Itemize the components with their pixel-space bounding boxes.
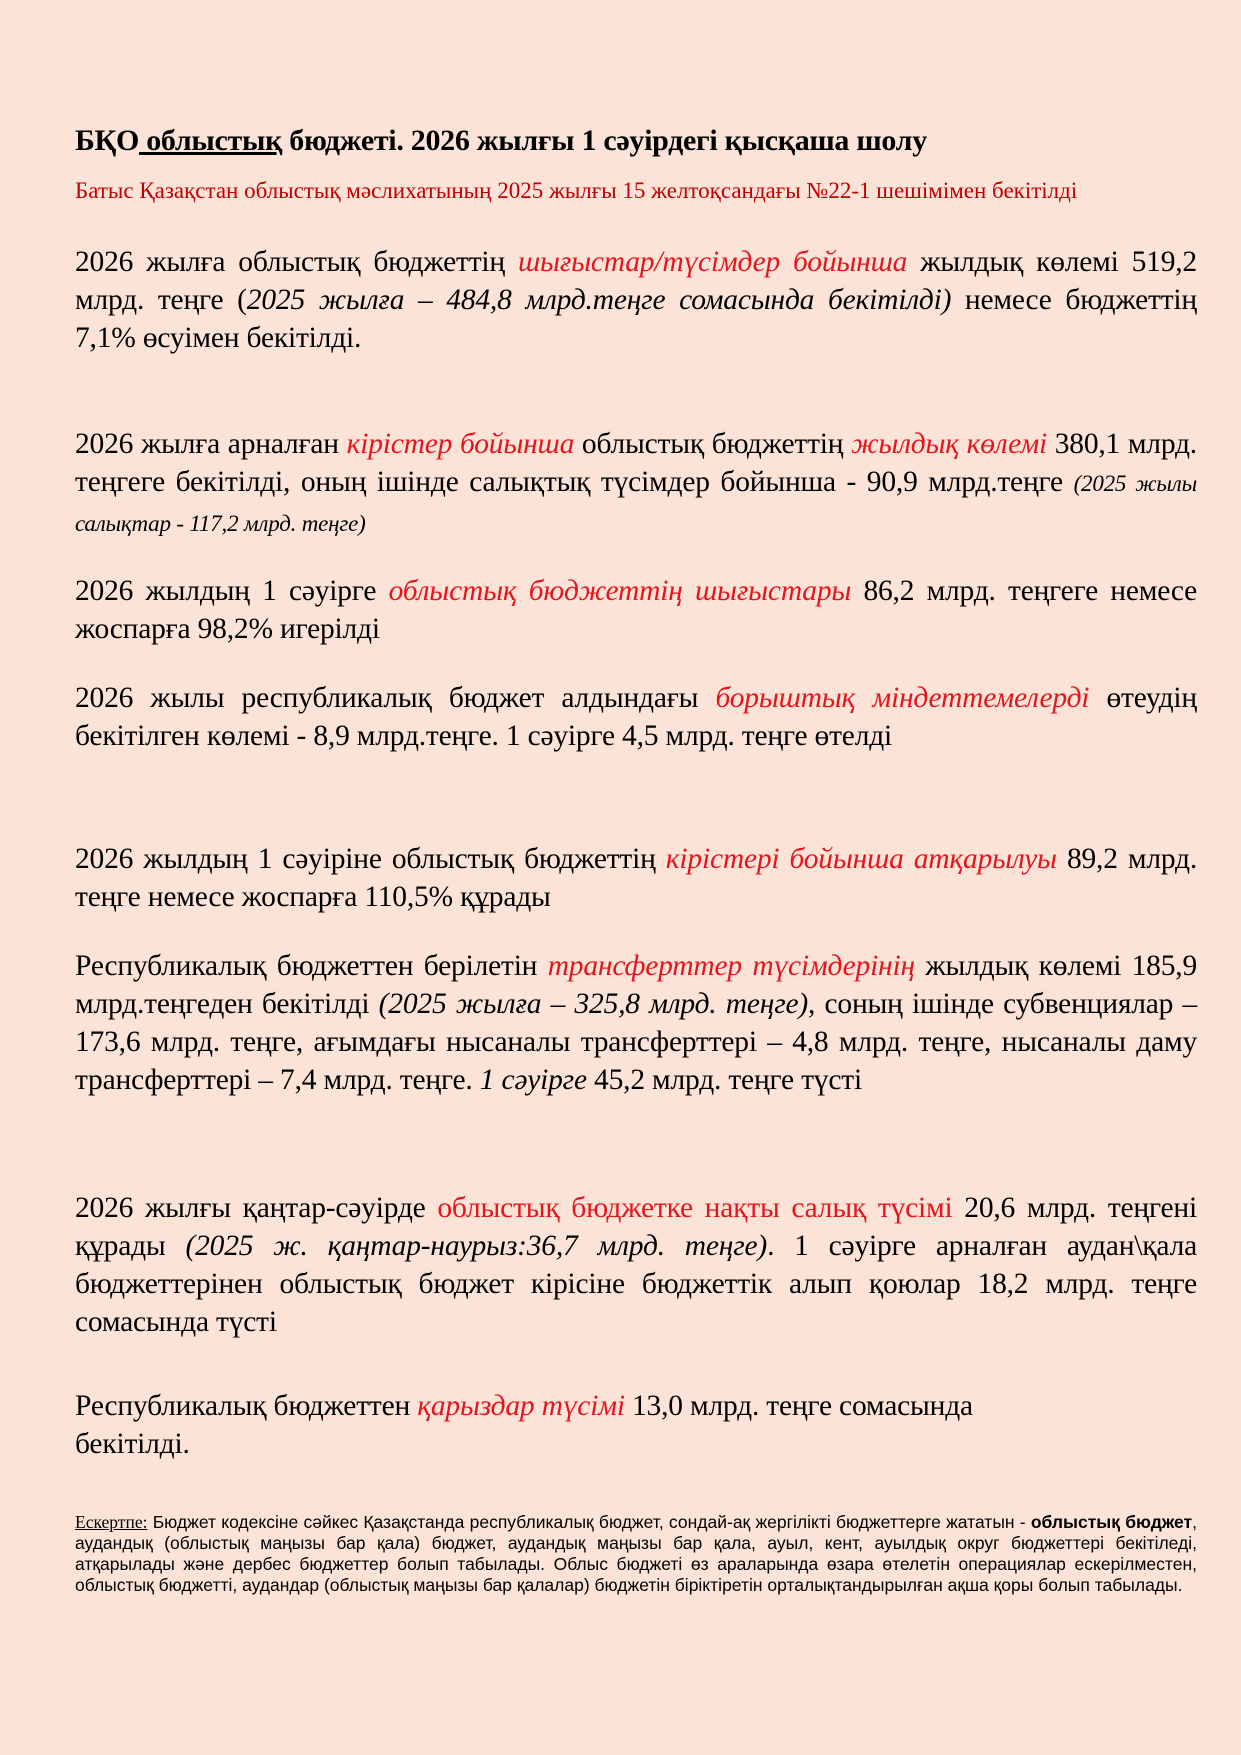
text: жылдық көлемі 519,2 млрд. теңге (	[75, 246, 1197, 316]
page-subtitle: Батыс Қазақстан облыстық мәслихатының 2025 жылғы 15 желтоқсандағы №22-1 шешімімен бекітілді	[75, 178, 1078, 203]
text: 86,2 млрд. теңгеге немесе жоспарға 98,2% игерілді	[75, 575, 1197, 645]
highlight: кірістері бойынша атқарылуы	[665, 843, 1057, 875]
footnote	[75, 1512, 1197, 1596]
highlight: қарыздар түсімі	[417, 1390, 625, 1422]
footnote-bold: облыстық бюджет	[1030, 1512, 1193, 1532]
text: . 1 сәуірге арналған аудан\қала бюджеттерінен облыстық бюджет кірісіне бюджеттік алып қоюлар 18,2 млрд. теңге сомасында түсті	[75, 1230, 1197, 1338]
text: 89,2 млрд. теңге немесе жоспарға 110,5% құрады	[75, 843, 1198, 913]
page-title	[75, 124, 927, 158]
text: облыстық бюджеттің	[574, 428, 852, 460]
text: , соның ішінде субвенциялар – 173,6 млрд. теңге, ағымдағы нысаналы трансферттері – 4,8 млрд. теңге, нысаналы даму трансферттері – 7,4 млрд. теңге.	[75, 988, 1198, 1096]
text: 2026 жылы республикалық бюджет алдындағы	[75, 682, 716, 714]
text: жылдық көлемі 185,9 млрд.теңгеден бекітілді	[75, 950, 1198, 1020]
text: өтеудің бекітілген көлемі - 8,9 млрд.теңге. 1 сәуірге 4,5 млрд. теңге өтелді	[75, 682, 1197, 752]
paragraph-expenditure-volume	[75, 243, 1197, 357]
highlight: борыштық міндеттемелерді	[715, 682, 1090, 714]
italic-note: 2025 жылға – 484,8 млрд.теңге сомасында бекітілді)	[246, 284, 952, 316]
italic-note: (2025 ж. қаңтар-наурыз:36,7 млрд. теңге)	[185, 1230, 768, 1262]
title-underlined: облыстық	[139, 124, 283, 157]
paragraph-revenue-volume	[75, 425, 1197, 543]
italic-note: (2025 жылға – 325,8 млрд. теңге)	[378, 988, 809, 1020]
footnote-text: Бюджет кодексіне сәйкес Қазақстанда республикалық бюджет, сондай-ақ жергілікті бюджеттерге жататын -	[147, 1512, 1031, 1532]
italic-note: (2025 жылы салықтар - 117,2 млрд. теңге)	[75, 471, 1197, 536]
highlight: трансферттер түсімдерінің	[547, 950, 915, 982]
text: 2026 жылғы қаңтар-сәуірде	[75, 1192, 438, 1224]
text: 2026 жылға арналған	[75, 428, 347, 460]
paragraph-loans	[75, 1387, 1075, 1463]
title-rest: бюджеті. 2026 жылғы 1 сәуірдегі қысқаша шолу	[282, 124, 927, 157]
text: немесе бюджеттің 7,1% өсуімен бекітілді.	[75, 284, 1197, 354]
highlight: жылдық көлемі	[851, 428, 1047, 460]
paragraph-debt-obligations	[75, 679, 1197, 755]
text: 45,2 млрд. теңге түсті	[586, 1064, 862, 1096]
footnote-text: , аудандық (облыстық маңызы бар қала) бюджет, аудандық маңызы бар қала, ауыл, кент, ауылдық округ бюджеттері бекітіледі, атқарылады және дербес бюджеттер болып табылады. Облыс бюджеті өз араларында өзара өтелетін операциялар ескерілместен, облыстық бюджетті, аудандар (облыстық маңызы бар қалалар) бюджетін біріктіретін орталықтандырылған ақша қоры болып табылады.	[75, 1512, 1197, 1595]
paragraph-expenditure-execution	[75, 572, 1197, 648]
text: 380,1 млрд. теңгеге бекітілді, оның ішінде салықтық түсімдер бойынша - 90,9 млрд.теңге	[75, 428, 1197, 498]
text: Республикалық бюджеттен	[75, 1390, 418, 1422]
paragraph-transfers	[75, 947, 1197, 1099]
text: 20,6 млрд. теңгені құрады	[75, 1192, 1197, 1262]
title-abbrev: БҚО	[75, 124, 140, 157]
text: 2026 жылға облыстық бюджеттің	[75, 246, 518, 278]
highlight: облыстық бюджеттің шығыстары	[388, 575, 852, 607]
footnote-label: Ескертпе:	[75, 1512, 148, 1532]
highlight: кірістер бойынша	[346, 428, 575, 460]
text: 13,0 млрд. теңге сомасында бекітілді.	[75, 1390, 973, 1460]
italic-note: 1 сәуірге	[479, 1064, 587, 1096]
highlight: шығыстар/түсімдер бойынша	[517, 246, 908, 278]
highlight: облыстық бюджетке нақты салық түсімі	[437, 1192, 953, 1224]
text: 2026 жылдың 1 сәуірге	[75, 575, 389, 607]
paragraph-tax-receipts	[75, 1189, 1197, 1341]
text: 2026 жылдың 1 сәуіріне облыстық бюджеттің	[75, 843, 666, 875]
paragraph-revenue-execution	[75, 840, 1197, 916]
text: Республикалық бюджеттен берілетін	[75, 950, 548, 982]
